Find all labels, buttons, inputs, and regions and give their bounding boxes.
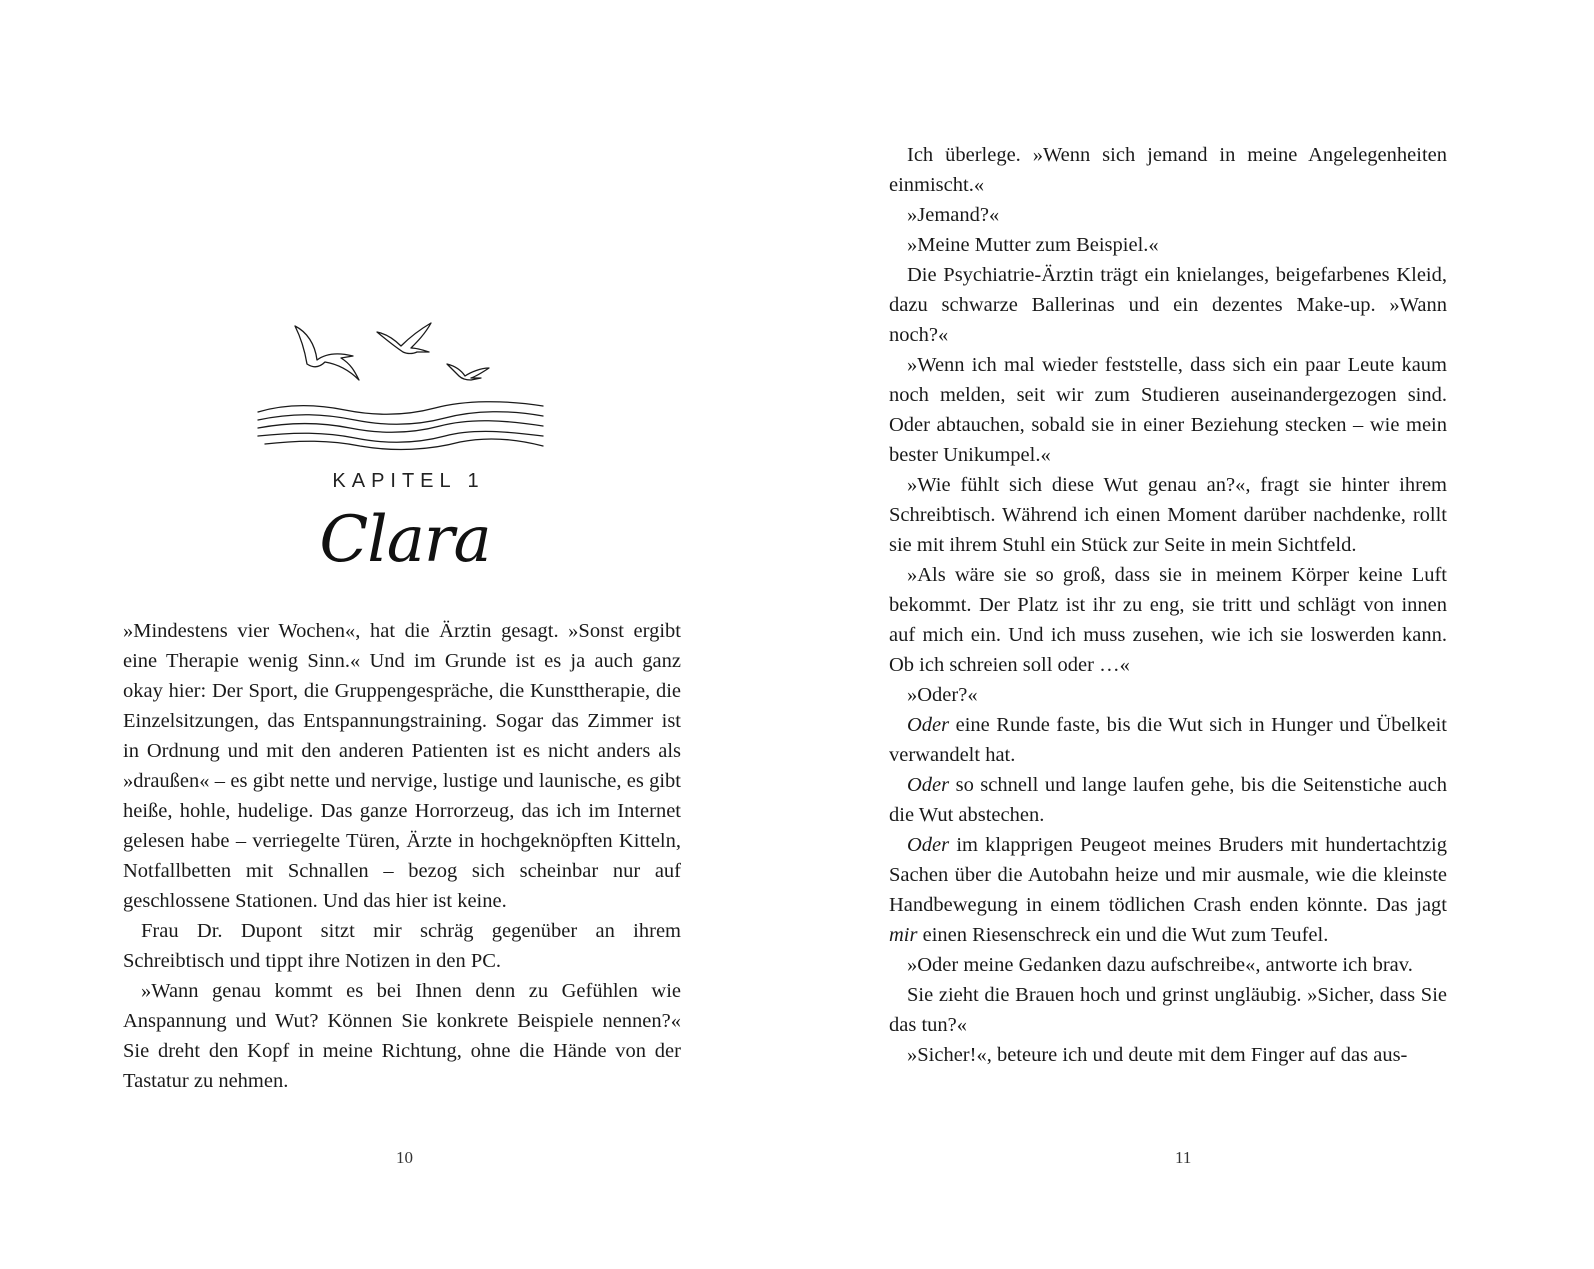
paragraph-text: eine Runde faste, bis die Wut sich in Hunger und Übelkeit verwandelt hat. [889,714,1447,766]
paragraph-text: so schnell und lange laufen gehe, bis die Seitenstiche auch die Wut abstechen. [889,774,1447,826]
paragraph: »Oder?« [907,684,978,706]
paragraph: Die Psychiatrie-Ärztin trägt ein knielanges, beigefarbenes Kleid, dazu schwarze Ballerinas und ein dezentes Make-up. »Wann noch?« [889,264,1447,346]
right-page [797,0,1594,1269]
paragraph [889,710,1447,770]
page-number: 10 [396,1148,413,1167]
paragraph: Frau Dr. Dupont sitzt mir schräg gegenüber an ihrem Schreibtisch und tippt ihre Notizen in den PC. [123,920,681,972]
chapter-label: KAPITEL 1 [332,470,485,492]
paragraph: Sie zieht die Brauen hoch und grinst ungläubig. »Sicher, dass Sie das tun?« [889,984,1447,1036]
paragraph [889,830,1447,950]
paragraph: »Mindestens vier Wochen«, hat die Ärztin gesagt. »Sonst ergibt eine Therapie wenig Sinn.« Und im Grunde ist es ja auch ganz okay hier: Der Sport, die Gruppengespräche, die Kunsttherapie, die Einzelsitzungen, das Entspannungstraining. Sogar das Zimmer ist in Ordnung und mit den anderen Patienten ist es nicht anders als »draußen« – es gibt nette und nervige, lustige und launische, es gibt heiße, hohle, hudelige. Das ganze Horrorzeug, das ich im Internet gelesen habe – verriegelte Türen, Ärzte in hochgeknöpften Kitteln, Notfallbetten mit Schnallen – bezog sich scheinbar nur auf geschlossene Stationen. Und das hier ist keine. [123,620,681,912]
paragraph-text: im klapprigen Peugeot meines Bruders mit hundertachtzig Sachen über die Autobahn heize und mir ausmale, wie die kleinste Handbewegung in einem tödlichen Crash enden könnte. Das jagt [889,834,1447,916]
right-page-body [889,140,1447,1070]
emphasis: mir [889,924,918,946]
chapter-name: Clara [319,503,491,577]
paragraph: »Wann genau kommt es bei Ihnen denn zu Gefühlen wie Anspannung und Wut? Können Sie konkrete Beispiele nennen?« Sie dreht den Kopf in meine Richtung, ohne die Hände von der Tastatur zu nehmen. [123,980,681,1092]
paragraph: »Meine Mutter zum Beispiel.« [907,234,1159,256]
emphasis: Oder [907,834,950,856]
emphasis: Oder [907,774,950,796]
paragraph: »Wie fühlt sich diese Wut genau an?«, fragt sie hinter ihrem Schreibtisch. Während ich einen Moment darüber nachdenke, rollt sie mit ihrem Stuhl ein Stück zur Seite in mein Sichtfeld. [889,474,1447,556]
paragraph: »Wenn ich mal wieder feststelle, dass sich ein paar Leute kaum noch melden, seit wir zum Studieren auseinandergezogen sind. Oder abtauchen, sobald sie in einer Beziehung stecken – wie mein bester Unikumpel.« [889,354,1447,466]
paragraph: »Jemand?« [907,204,1000,226]
paragraph-text: einen Riesenschreck ein und die Wut zum Teufel. [917,924,1329,946]
paragraph: »Oder meine Gedanken dazu aufschreibe«, antworte ich brav. [907,954,1413,976]
emphasis: Oder [907,714,950,736]
page-number: 11 [1175,1148,1192,1167]
paragraph: Ich überlege. »Wenn sich jemand in meine Angelegenheiten einmischt.« [889,144,1447,196]
left-page-body [123,616,681,1096]
paragraph [889,770,1447,830]
paragraph: »Sicher!«, beteure ich und deute mit dem Finger auf das aus- [907,1044,1408,1066]
seagulls-over-waves-icon [255,318,555,463]
paragraph: »Als wäre sie so groß, dass sie in meinem Körper keine Luft bekommt. Der Platz ist ihr zu eng, sie tritt und schlägt von innen auf mich ein. Und ich muss zusehen, wie ich sie loswerden kann. Ob ich schreien soll oder …« [889,564,1447,676]
